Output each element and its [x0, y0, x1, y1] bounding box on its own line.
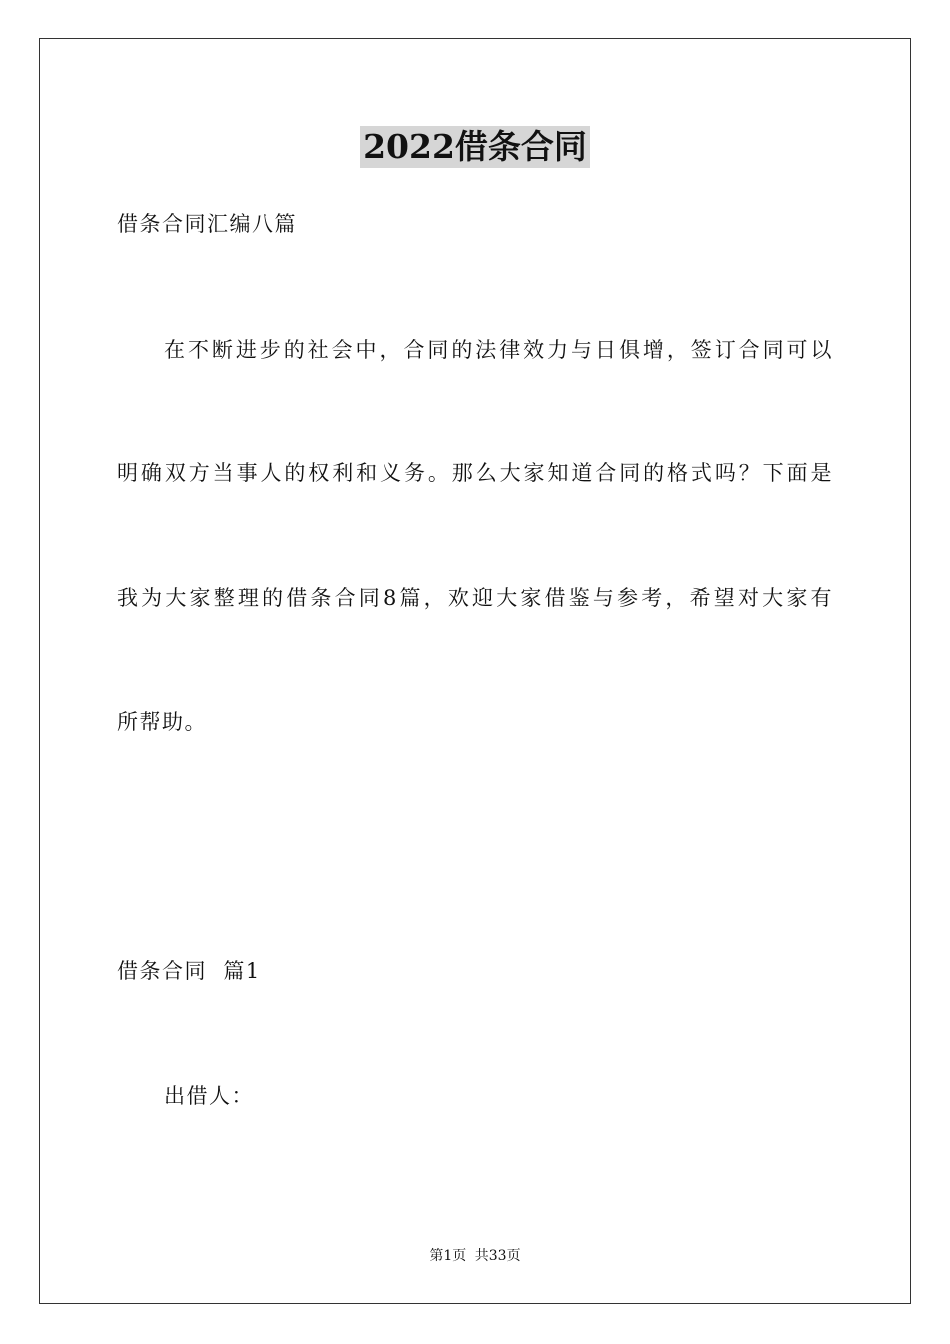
document-subtitle: 借条合同汇编八篇 — [117, 212, 297, 236]
intro-line-2: 明确双方当事人的权利和义务。那么大家知道合同的格式吗？下面是 — [117, 461, 833, 485]
intro-line-1: 在不断进步的社会中，合同的法律效力与日俱增，签订合同可以 — [164, 338, 833, 362]
lender-label: 出借人： — [164, 1084, 254, 1108]
footer-page-number: 第1页 — [429, 1248, 467, 1264]
footer-total-pages: 共33页 — [474, 1248, 521, 1264]
intro-line-4: 所帮助。 — [117, 710, 207, 734]
document-title: 2022借条合同 — [360, 126, 590, 168]
page-footer — [0, 1246, 950, 1266]
document-title-container — [0, 126, 950, 168]
section-heading: 借条合同 篇1 — [117, 959, 261, 983]
intro-line-3: 我为大家整理的借条合同8篇，欢迎大家借鉴与参考，希望对大家有 — [117, 586, 833, 610]
